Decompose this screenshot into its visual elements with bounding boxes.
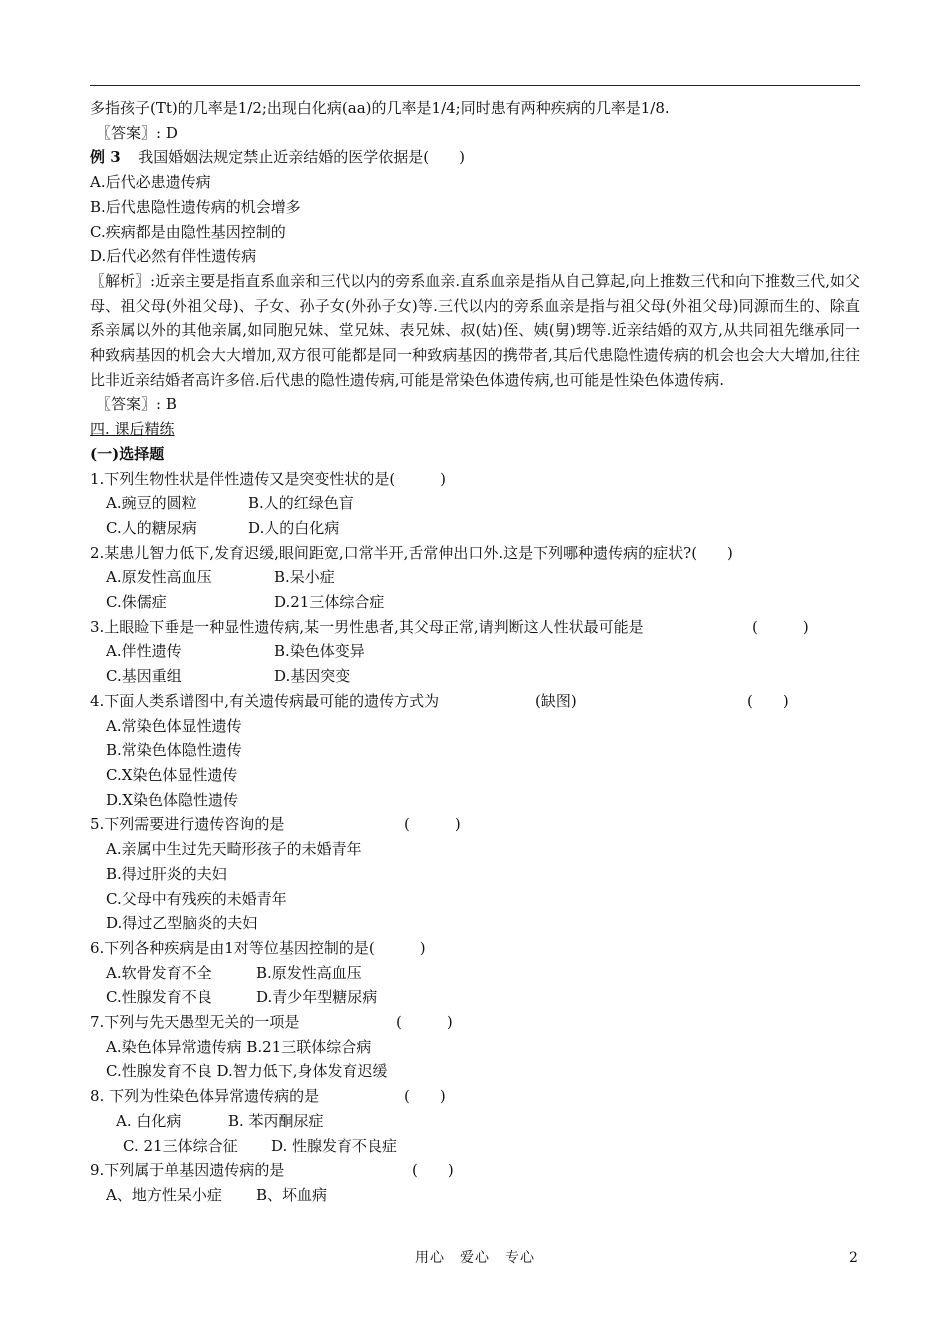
option-row: C. 21三体综合征 D. 性腺发育不良症	[123, 1136, 398, 1155]
question-6: 6.下列各种疾病是由1对等位基因控制的是( )	[90, 938, 426, 957]
example3-option-d: D.后代必然有伴性遗传病	[90, 247, 257, 266]
option: D.得过乙型脑炎的夫妇	[106, 914, 258, 933]
example-question-text: 我国婚姻法规定禁止近亲结婚的医学依据是( )	[138, 148, 465, 167]
question-5: 5.下列需要进行遗传咨询的是 ( )	[90, 815, 461, 834]
example3-analysis: 〖解析〗:近亲主要是指直系血亲和三代以内的旁系血亲.直系血亲是指从自己算起,向上推数三代和向下推数三代,如父母、祖父母(外祖父母)、子女、孙子女(外孙子女)等.三代以内的旁系血亲是指与祖父母(外祖父母)同源而生的、除直系亲属以外的其他亲属,如同胞兄妹、堂兄妹、表兄妹、叔(姑)侄、姨(舅)甥等.近亲结婚的双方,从共同祖先继承同一种致病基因的机会大大增加,双方很可能都是同一种致病基因的携带者,其后代患隐性遗传病的机会也会大大增加,往往比非近亲结婚者高许多倍.后代患的隐性遗传病,可能是常染色体遗传病,也可能是性染色体遗传病.	[90, 271, 860, 389]
question-3: 3.上眼睑下垂是一种显性遗传病,某一男性患者,其父母正常,请判断这人性状最可能是 ( )	[90, 617, 809, 636]
question-1: 1.下列生物性状是伴性遗传又是突变性状的是( )	[90, 469, 447, 488]
option: D.X染色体隐性遗传	[106, 790, 238, 809]
option: C.X染色体显性遗传	[106, 765, 238, 784]
option-row: A.豌豆的圆粒 B.人的红绿色盲	[106, 494, 354, 513]
option-row: C.侏儒症 D.21三体综合症	[106, 593, 385, 612]
option-row: A. 白化病 B. 苯丙酮尿症	[116, 1111, 324, 1130]
option: A.常染色体显性遗传	[106, 716, 242, 735]
option: B.得过肝炎的夫妇	[106, 864, 227, 883]
option-row: A.伴性遗传 B.染色体变异	[106, 642, 365, 661]
option-row: A.软骨发育不全 B.原发性高血压	[106, 963, 362, 982]
page-number: 2	[849, 1250, 858, 1266]
option-line: A.染色体异常遗传病 B.21三联体综合病	[106, 1037, 372, 1056]
intro-line: 多指孩子(Tt)的几率是1/2;出现白化病(aa)的几率是1/4;同时患有两种疾病的几率是1/8.	[90, 99, 670, 117]
question-8: 8. 下列为性染色体异常遗传病的是 ( )	[90, 1087, 446, 1106]
question-4: 4.下面人类系谱图中,有关遗传病最可能的遗传方式为 (缺图) ( )	[90, 691, 789, 710]
question-9: 9.下列属于单基因遗传病的是 ( )	[90, 1161, 454, 1180]
question-2: 2.某患儿智力低下,发育迟缓,眼间距宽,口常半开,舌常伸出口外.这是下列哪种遗传病的症状?( )	[90, 543, 733, 562]
example3-option-b: B.后代患隐性遗传病的机会增多	[90, 197, 301, 216]
option-row: A.原发性高血压 B.呆小症	[106, 568, 335, 587]
intro-answer: 〖答案〗: D	[96, 123, 178, 142]
example3-option-a: A.后代必患遗传病	[90, 173, 211, 192]
header-rule	[90, 85, 860, 86]
section-subtitle: (一)选择题	[90, 444, 165, 463]
example3-option-c: C.疾病都是由隐性基因控制的	[90, 222, 286, 241]
option-line: C.性腺发育不良 D.智力低下,身体发育迟缓	[106, 1062, 388, 1081]
option-row: C.基因重组 D.基因突变	[106, 667, 351, 686]
option: B.常染色体隐性遗传	[106, 741, 242, 760]
section-title-text: 四. 课后精练	[90, 420, 175, 439]
example3-question	[90, 145, 860, 170]
option: C.父母中有残疾的未婚青年	[106, 889, 287, 908]
footer-slogan: 用心 爱心 专心	[415, 1250, 535, 1266]
option: A.亲属中生过先天畸形孩子的未婚青年	[106, 840, 362, 859]
option-row: A、地方性呆小症 B、坏血病	[106, 1185, 328, 1204]
example3-answer: 〖答案〗: B	[96, 395, 177, 414]
document-page	[90, 96, 860, 1208]
option-row: C.人的糖尿病 D.人的白化病	[106, 518, 340, 537]
section-title	[90, 417, 860, 442]
question-7: 7.下列与先天愚型无关的一项是 ( )	[90, 1013, 453, 1032]
example-label: 例 3	[90, 148, 121, 167]
option-row: C.性腺发育不良 D.青少年型糖尿病	[106, 988, 378, 1007]
